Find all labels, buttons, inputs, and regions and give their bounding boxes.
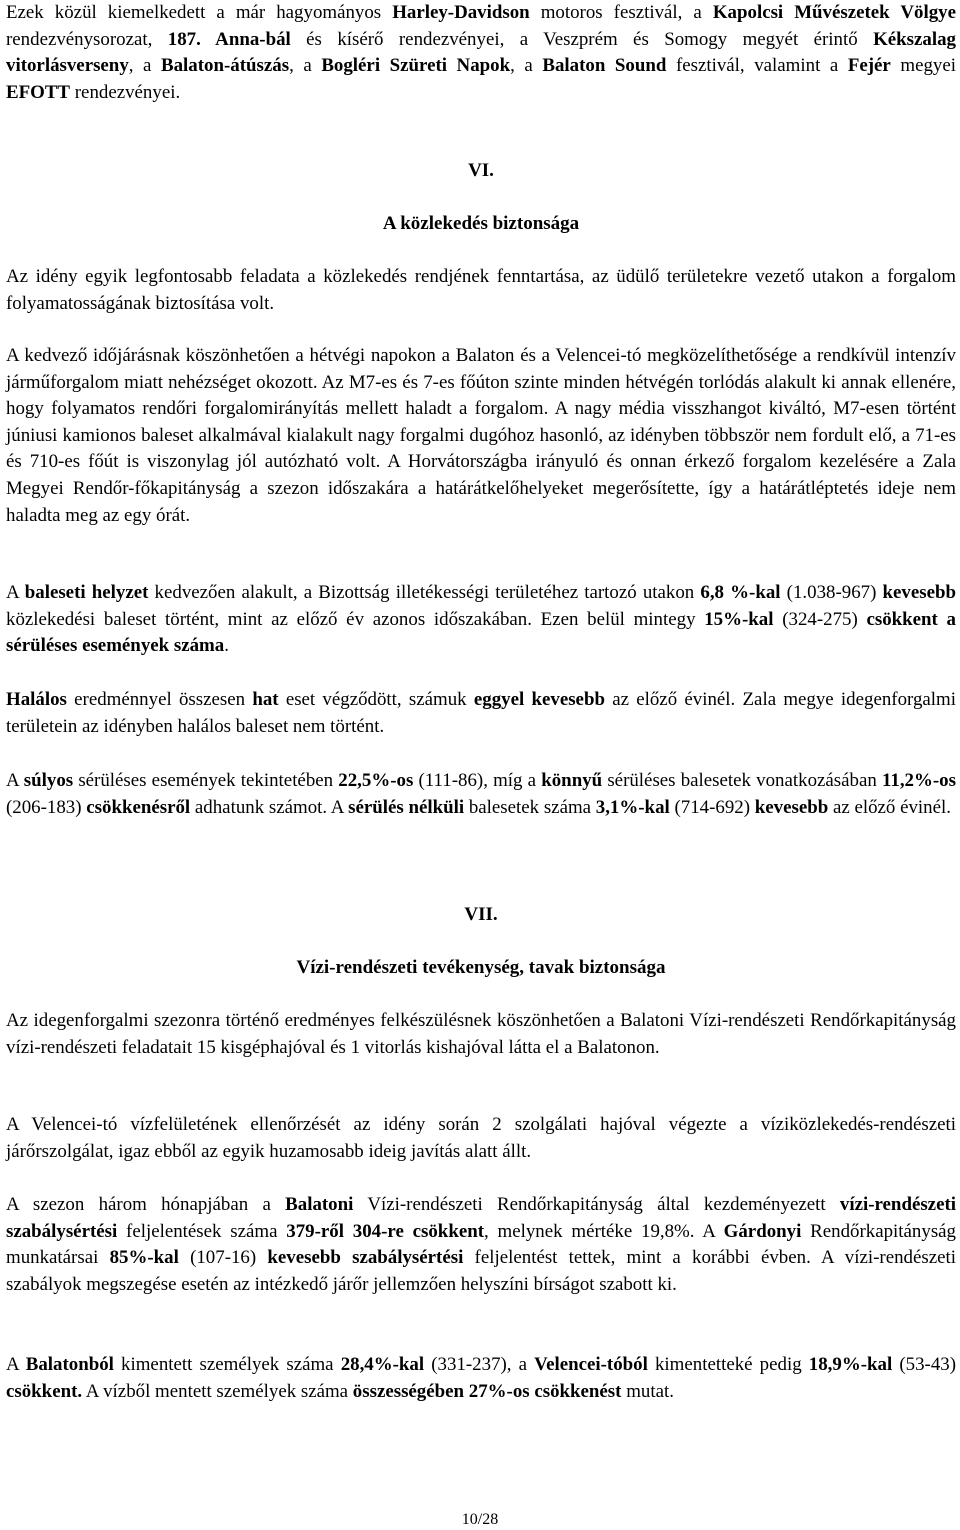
bold-run: 379-ről 304-re csökkent xyxy=(286,1220,485,1242)
text-run: közlekedési baleset történt, mint az előző év azonos időszakában. Ezen belül mintegy xyxy=(6,608,705,630)
bold-run: Balaton-átúszás xyxy=(161,55,290,77)
text-run: eset végződött, számuk xyxy=(278,689,474,710)
bold-run: 15%-kal xyxy=(704,608,774,630)
text-run: kimentetteké pedig xyxy=(647,1354,809,1375)
section-vii-number: VII. xyxy=(464,904,498,925)
text-run: mutat. xyxy=(621,1380,674,1402)
bold-run: hat xyxy=(252,689,279,710)
text-run: (1.038-967) xyxy=(780,582,883,603)
section-vii-paragraph-1 xyxy=(6,1008,956,1061)
bold-run: 3,1%-kal xyxy=(595,796,670,818)
bold-run: csökkent. xyxy=(6,1380,83,1402)
section-vii-title: Vízi-rendészeti tevékenység, tavak biztonsága xyxy=(296,957,666,978)
text-run: , melynek mértéke 19,8%. A xyxy=(484,1220,724,1242)
bold-run: kevesebb xyxy=(882,582,956,603)
bold-run: sérülés nélküli xyxy=(348,796,465,818)
text-run: adhatunk számot. A xyxy=(190,796,349,818)
bold-run: 187. Anna-bál xyxy=(167,28,291,50)
text-run: A vízből mentett személyek száma xyxy=(82,1380,353,1402)
bold-run: Balatoni xyxy=(285,1194,354,1215)
text-run: és kísérő rendezvényei, a Veszprém és Somogy megyét érintő xyxy=(290,28,874,50)
section-vi-number: VI. xyxy=(468,160,494,181)
text-run: Ezek közül kiemelkedett a már hagyományos xyxy=(6,2,393,23)
bold-run: Halálos xyxy=(6,689,67,710)
bold-run: Gárdonyi xyxy=(723,1220,802,1242)
section-vii-paragraph-2 xyxy=(6,1112,956,1165)
bold-run: Kapolcsi Művészetek Völgye xyxy=(712,2,956,23)
text-run: A xyxy=(6,770,24,791)
text-run: Az idény egyik legfontosabb feladata a közlekedés rendjének fenntartása, az üdülő területekre vezető utakon a forgalom folyamatosságának biztosítása volt. xyxy=(6,266,956,314)
text-run: (53-43) xyxy=(892,1354,956,1375)
bold-run: csökkent a sérüléses események száma xyxy=(6,608,956,657)
text-run: . xyxy=(224,635,229,657)
text-run: A xyxy=(6,1354,26,1375)
text-run: (206-183) xyxy=(6,796,87,818)
text-run: A kedvező időjárásnak köszönhetően a hétvégi napokon a Balaton és a Velencei-tó megközelíthetősége a rendkívül intenzív járműforgalom miatt nehézséget okozott. Az M7-es és 7-es főúton szinte minden hétvégén torlódás alakult ki annak ellenére, hogy folyamatos rendőri forgalomirányítás mellett haladt a forgalom. A nagy média visszhangot kiváltó, M7-esen történt júniusi kamionos baleset alkalmával kialakult nagy forgalmi dugóhoz hasonló, az idényben többször nem fordult elő, a 71-es és 710-es főút is viszonylag jól autózható volt. A Horvátországba irányuló és onnan érkező forgalom kezelésére a Zala Megyei Rendőr-főkapitányság a szezon időszakára a határátkelőhelyeket megerősítette, így a határátléptetés ideje nem haladta meg az egy órát. xyxy=(6,345,956,526)
text-run: feljelentések száma xyxy=(117,1220,287,1242)
intro-paragraph xyxy=(6,0,956,106)
bold-run: Balaton Sound xyxy=(542,55,667,77)
bold-run: Kékszalag vitorlásverseny xyxy=(6,28,956,77)
bold-run: csökkenésről xyxy=(86,796,191,818)
section-vi-paragraph-1 xyxy=(6,264,956,317)
text-run: az előző évinél. xyxy=(828,796,951,818)
text-run: megyei xyxy=(890,55,956,77)
bold-run: 22,5%-os xyxy=(338,770,414,791)
bold-run: Fejér xyxy=(847,55,891,77)
bold-run: Harley-Davidson xyxy=(392,2,530,23)
text-run: , a xyxy=(128,55,162,77)
section-vii-paragraph-3 xyxy=(6,1192,956,1298)
bold-run: kevesebb szabálysértési xyxy=(267,1247,464,1269)
text-run: kedvezően alakult, a Bizottság illetékességi területéhez tartozó utakon xyxy=(148,582,701,603)
section-vi-paragraph-5 xyxy=(6,768,956,821)
text-run: feljelentést tettek, mint a korábbi évben. A vízi-rendészeti szabályok megszegése esetén az intézkedő járőr jellemzően helyszíni bírságot szabott ki. xyxy=(6,1247,956,1295)
section-vi-title: A közlekedés biztonsága xyxy=(382,213,580,234)
bold-run: súlyos xyxy=(23,770,74,791)
text-run: sérüléses események tekintetében xyxy=(73,770,339,791)
section-vi-paragraph-3 xyxy=(6,580,956,660)
text-run: eredménnyel összesen xyxy=(66,689,253,710)
text-run: motoros fesztivál, a xyxy=(529,2,713,23)
text-run: rendezvénysorozat, xyxy=(6,28,168,50)
text-run: , a xyxy=(510,55,543,77)
text-run: A szezon három hónapjában a xyxy=(6,1194,286,1215)
bold-run: 11,2%-os xyxy=(881,770,956,791)
bold-run: kevesebb xyxy=(754,796,829,818)
page-number: 10/28 xyxy=(461,1511,499,1528)
text-run: Az idegenforgalmi szezonra történő eredményes felkészülésnek köszönhetően a Balatoni Vízi-rendészeti Rendőrkapitányság vízi-rendészeti feladatait 15 kisgéphajóval és 1 vitorlás kishajóval látta el a Balatonon. xyxy=(6,1010,956,1058)
section-vii-paragraph-4 xyxy=(6,1352,956,1405)
bold-run: 18,9%-kal xyxy=(808,1354,893,1375)
text-run: (111-86), míg a xyxy=(413,770,542,791)
bold-run: baleseti helyzet xyxy=(24,582,149,603)
text-run: balesetek száma xyxy=(464,796,596,818)
bold-run: összességében 27%-os csökkenést xyxy=(352,1380,622,1402)
text-run: A Velencei-tó vízfelületének ellenőrzését az idény során 2 szolgálati hajóval végezte a víziközlekedés-rendészeti járőrszolgálat, igaz ebből az egyik huzamosabb ideig javítás alatt állt. xyxy=(6,1114,956,1162)
bold-run: 6,8 %-kal xyxy=(700,582,781,603)
text-run: , a xyxy=(289,55,322,77)
text-run: fesztivál, valamint a xyxy=(666,55,848,77)
text-run: (714-692) xyxy=(669,796,755,818)
text-run: Rendőrkapitányság munkatársai xyxy=(6,1220,956,1269)
text-run: (324-275) xyxy=(773,608,867,630)
text-run: kimentett személyek száma xyxy=(113,1354,341,1375)
bold-run: könnyű xyxy=(541,770,603,791)
text-run: Vízi-rendészeti Rendőrkapitányság által kezdeményezett xyxy=(353,1194,840,1215)
bold-run: 85%-kal xyxy=(109,1247,179,1269)
bold-run: vízi-rendészeti szabálysértési xyxy=(6,1194,956,1242)
text-run: (107-16) xyxy=(178,1247,268,1269)
bold-run: eggyel kevesebb xyxy=(473,689,605,710)
bold-run: Balatonból xyxy=(25,1354,114,1375)
bold-run: Bogléri Szüreti Napok xyxy=(321,55,511,77)
text-run: A xyxy=(6,582,25,603)
text-run: sérüléses balesetek vonatkozásában xyxy=(602,770,882,791)
text-run: rendezvényei. xyxy=(70,81,181,103)
bold-run: 28,4%-kal xyxy=(340,1354,425,1375)
section-vi-paragraph-2 xyxy=(6,343,956,529)
text-run: az előző évinél. Zala megye idegenforgalmi területein az idényben halálos baleset nem történt. xyxy=(6,689,956,737)
bold-run: EFOTT xyxy=(6,81,71,103)
text-run: (331-237), a xyxy=(424,1354,535,1375)
section-vi-paragraph-4 xyxy=(6,687,956,740)
bold-run: Velencei-tóból xyxy=(534,1354,648,1375)
